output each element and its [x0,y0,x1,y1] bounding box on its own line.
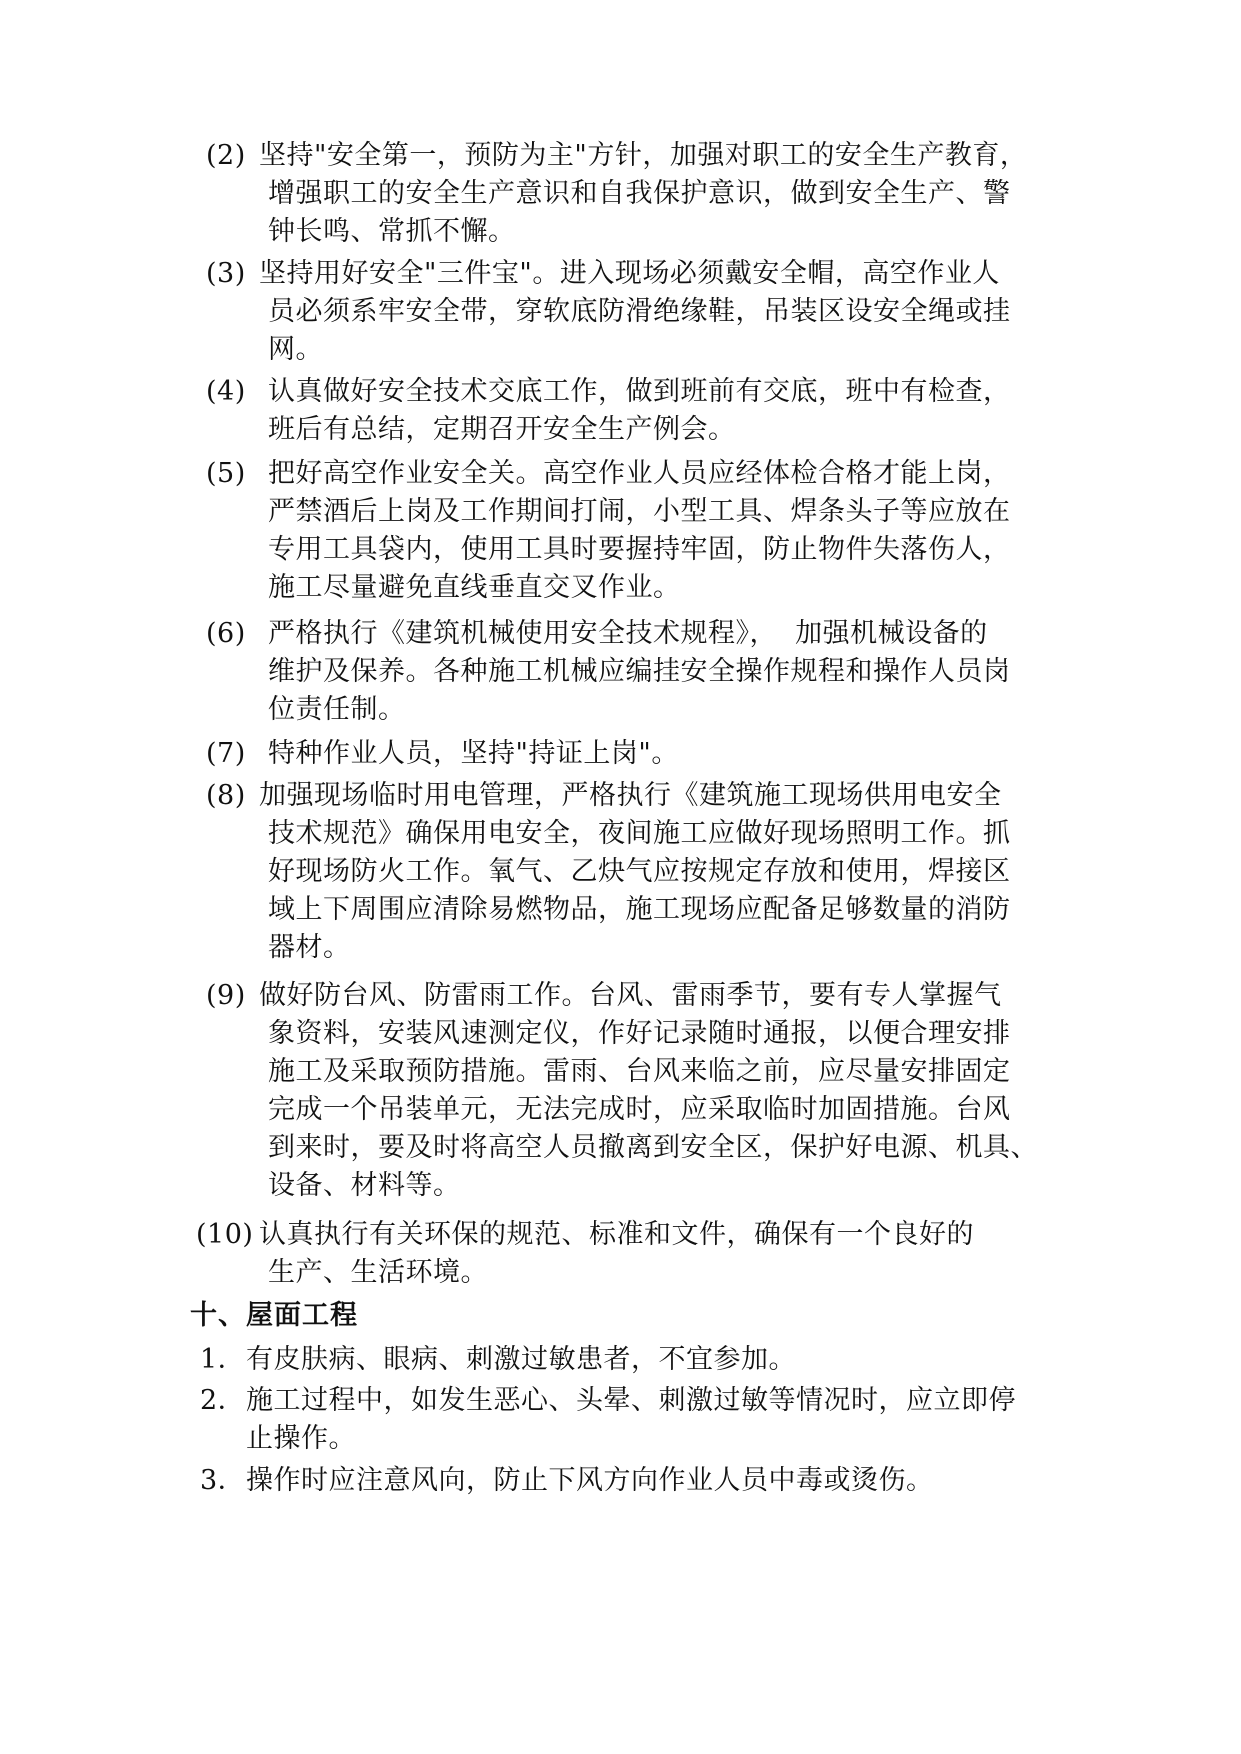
item-number: (7) [206,738,246,769]
item-text-line: 生产、生活环境。 [268,1257,488,1288]
item-text-line: 增强职工的安全生产意识和自我保护意识，做到安全生产、警 [268,178,1011,209]
item-number: (9) [206,980,246,1011]
list-item [206,977,1046,1205]
item-text-line: 加强现场临时用电管理，严格执行《建筑施工现场供用电安全 [259,780,1002,811]
item-text-line: 认真做好安全技术交底工作，做到班前有交底，班中有检查， [268,376,1011,407]
item-text-line: 设备、材料等。 [268,1170,461,1201]
item-text-line: 完成一个吊装单元，无法完成时，应采取临时加固措施。台风 [268,1094,1011,1125]
list-item [206,255,1046,369]
item-text-line: 到来时，要及时将高空人员撤离到安全区，保护好电源、机具、 [268,1132,1038,1163]
item-text-line: 专用工具袋内，使用工具时要握持牢固，防止物件失落伤人， [268,534,1011,565]
item-text-line: 特种作业人员，坚持"持证上岗"。 [268,738,679,769]
list-item [206,615,1046,729]
list-item [206,735,1046,773]
item-text-line: 维护及保养。各种施工机械应编挂安全操作规程和操作人员岗 [268,656,1011,687]
item-text-line: 好现场防火工作。氧气、乙炔气应按规定存放和使用，焊接区 [268,856,1011,887]
item-text-line: 严格执行《建筑机械使用安全技术规程》， 加强机械设备的 [268,618,988,649]
list-item [200,1462,1050,1500]
list-item [206,777,1046,967]
item-number: 3． [200,1465,246,1496]
item-text-line: 严禁酒后上岗及工作期间打闹，小型工具、焊条头子等应放在 [268,496,1011,527]
list-item [200,1341,1050,1379]
item-number: 1． [200,1344,246,1375]
item-text-line: 班后有总结，定期召开安全生产例会。 [268,414,736,445]
item-number: 2． [200,1385,246,1416]
item-text-line: 有皮肤病、眼病、刺激过敏患者，不宜参加。 [246,1344,796,1375]
section-heading: 十、屋面工程 [190,1300,358,1331]
item-text-line: 坚持用好安全"三件宝"。进入现场必须戴安全帽，高空作业人 [259,258,1000,289]
item-number: (4) [206,376,246,407]
item-text-line: 钟长鸣、常抓不懈。 [268,216,516,247]
item-text-line: 坚持"安全第一，预防为主"方针，加强对职工的安全生产教育， [259,140,1028,171]
list-item [196,1216,1046,1292]
item-text-line: 施工尽量避免直线垂直交叉作业。 [268,572,681,603]
item-text-line: 网。 [268,334,323,365]
list-item [206,455,1046,607]
item-text-line: 止操作。 [246,1423,356,1454]
item-text-line: 施工及采取预防措施。雷雨、台风来临之前，应尽量安排固定 [268,1056,1011,1087]
item-text-line: 操作时应注意风向，防止下风方向作业人员中毒或烫伤。 [246,1465,934,1496]
item-number: (3) [206,258,246,289]
item-text-line: 员必须系牢安全带，穿软底防滑绝缘鞋，吊装区设安全绳或挂 [268,296,1011,327]
item-number: (2) [206,140,246,171]
item-text-line: 施工过程中，如发生恶心、头晕、刺激过敏等情况时，应立即停 [246,1385,1016,1416]
item-number: (10) [196,1219,254,1250]
item-text-line: 象资料，安装风速测定仪，作好记录随时通报，以便合理安排 [268,1018,1011,1049]
item-text-line: 认真执行有关环保的规范、标准和文件，确保有一个良好的 [259,1219,974,1250]
item-text-line: 位责任制。 [268,694,406,725]
list-item [206,137,1046,251]
item-text-line: 域上下周围应清除易燃物品，施工现场应配备足够数量的消防 [268,894,1011,925]
item-number: (5) [206,458,246,489]
item-number: (8) [206,780,246,811]
list-item [206,373,1046,449]
item-text-line: 做好防台风、防雷雨工作。台风、雷雨季节，要有专人掌握气 [259,980,1002,1011]
item-text-line: 器材。 [268,932,351,963]
item-number: (6) [206,618,246,649]
list-item [200,1382,1050,1458]
item-text-line: 技术规范》确保用电安全，夜间施工应做好现场照明工作。抓 [268,818,1011,849]
item-text-line: 把好高空作业安全关。高空作业人员应经体检合格才能上岗， [268,458,1011,489]
